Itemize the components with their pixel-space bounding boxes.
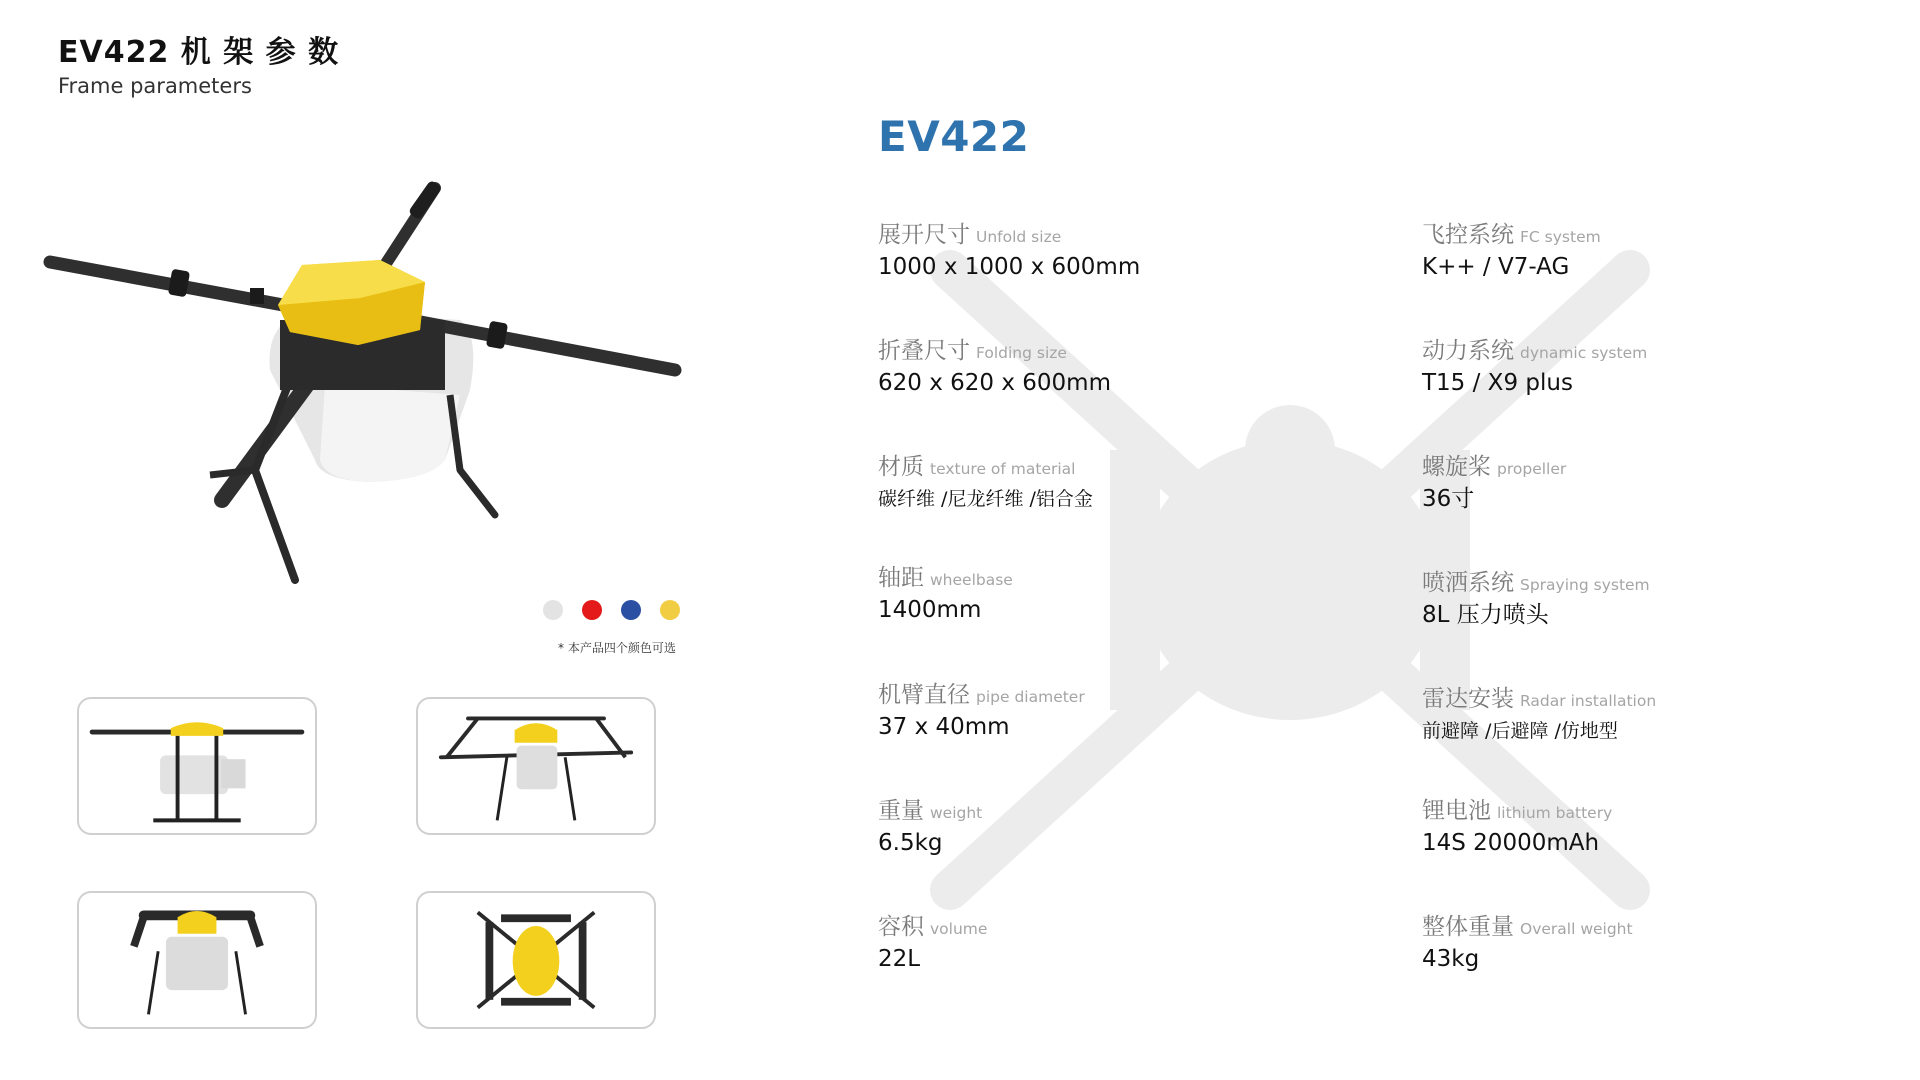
spec-value: 前避障 /后避障 /仿地型 bbox=[1422, 720, 1618, 742]
spec-label-en: Folding size bbox=[976, 344, 1067, 362]
color-dot-blue[interactable] bbox=[621, 600, 641, 620]
spec-value: 14S 20000mAh bbox=[1422, 830, 1600, 856]
spec-label-zh: 材质 bbox=[878, 454, 924, 480]
spec-label-zh: 展开尺寸 bbox=[878, 222, 970, 248]
thumbnail-front-view[interactable] bbox=[77, 697, 317, 835]
spec-lithium-battery bbox=[1422, 796, 1612, 858]
spec-weight bbox=[878, 796, 982, 858]
spec-label-zh: 折叠尺寸 bbox=[878, 338, 970, 364]
spec-label-zh: 锂电池 bbox=[1422, 798, 1491, 824]
color-dot-white[interactable] bbox=[543, 600, 563, 620]
spec-label-zh: 轴距 bbox=[878, 565, 924, 591]
spec-label-zh: 螺旋桨 bbox=[1422, 454, 1491, 480]
spec-label-en: Spraying system bbox=[1520, 576, 1650, 594]
spec-value: T15 / X9 plus bbox=[1422, 370, 1573, 396]
spec-value: 1400mm bbox=[878, 597, 982, 623]
spec-label-en: pipe diameter bbox=[976, 688, 1085, 706]
spec-volume bbox=[878, 912, 987, 974]
spec-propeller bbox=[1422, 452, 1566, 514]
spec-label-zh: 飞控系统 bbox=[1422, 222, 1514, 248]
spec-label-zh: 雷达安装 bbox=[1422, 686, 1514, 712]
spec-value: 1000 x 1000 x 600mm bbox=[878, 254, 1141, 280]
spec-material bbox=[878, 452, 1093, 514]
spec-label-en: weight bbox=[930, 804, 983, 822]
spec-fc-system bbox=[1422, 220, 1601, 282]
thumbnail-folded-view[interactable] bbox=[77, 891, 317, 1029]
spec-label-en: Unfold size bbox=[976, 228, 1062, 246]
spec-folding-size bbox=[878, 336, 1111, 398]
spec-wheelbase bbox=[878, 563, 1013, 625]
spec-label-en: wheelbase bbox=[930, 571, 1013, 589]
color-note: * 本产品四个颜色可选 bbox=[558, 641, 676, 655]
spec-dynamic-system bbox=[1422, 336, 1647, 398]
spec-value: 碳纤维 /尼龙纤维 /铝合金 bbox=[878, 488, 1093, 510]
spec-value: 8L 压力喷头 bbox=[1422, 602, 1549, 628]
spec-label-zh: 整体重量 bbox=[1422, 914, 1514, 940]
spec-label-zh: 重量 bbox=[878, 798, 924, 824]
spec-label-zh: 机臂直径 bbox=[878, 682, 970, 708]
spec-value: 37 x 40mm bbox=[878, 714, 1010, 740]
spec-label-zh: 容积 bbox=[878, 914, 924, 940]
spec-label-zh: 动力系统 bbox=[1422, 338, 1514, 364]
color-dot-yellow[interactable] bbox=[660, 600, 680, 620]
spec-value: 22L bbox=[878, 946, 921, 972]
spec-value: K++ / V7-AG bbox=[1422, 254, 1570, 280]
spec-label-en: propeller bbox=[1497, 460, 1567, 478]
spec-label-en: Overall weight bbox=[1520, 920, 1633, 938]
spec-overall-weight bbox=[1422, 912, 1633, 974]
page-title: EV422 机 架 参 数 bbox=[58, 35, 340, 70]
spec-value: 36寸 bbox=[1422, 486, 1475, 512]
thumbnail-top-view[interactable] bbox=[416, 891, 656, 1029]
spec-spraying-system bbox=[1422, 568, 1650, 630]
spec-label-en: lithium battery bbox=[1497, 804, 1613, 822]
page-subtitle: Frame parameters bbox=[58, 74, 252, 98]
spec-unfold-size bbox=[878, 220, 1140, 282]
page-header bbox=[58, 34, 339, 100]
color-dot-red[interactable] bbox=[582, 600, 602, 620]
spec-value: 6.5kg bbox=[878, 830, 943, 856]
spec-label-en: volume bbox=[930, 920, 988, 938]
spec-value: 620 x 620 x 600mm bbox=[878, 370, 1111, 396]
spec-label-en: texture of material bbox=[930, 460, 1076, 478]
spec-label-en: FC system bbox=[1520, 228, 1601, 246]
spec-pipe-diameter bbox=[878, 680, 1085, 742]
spec-label-en: Radar installation bbox=[1520, 692, 1657, 710]
thumbnail-angled-view[interactable] bbox=[416, 697, 656, 835]
spec-value: 43kg bbox=[1422, 946, 1480, 972]
spec-radar-installation bbox=[1422, 684, 1656, 746]
spec-label-zh: 喷洒系统 bbox=[1422, 570, 1514, 596]
model-name: EV422 bbox=[878, 112, 1030, 161]
drone-hero-image bbox=[40, 170, 690, 600]
spec-label-en: dynamic system bbox=[1520, 344, 1648, 362]
